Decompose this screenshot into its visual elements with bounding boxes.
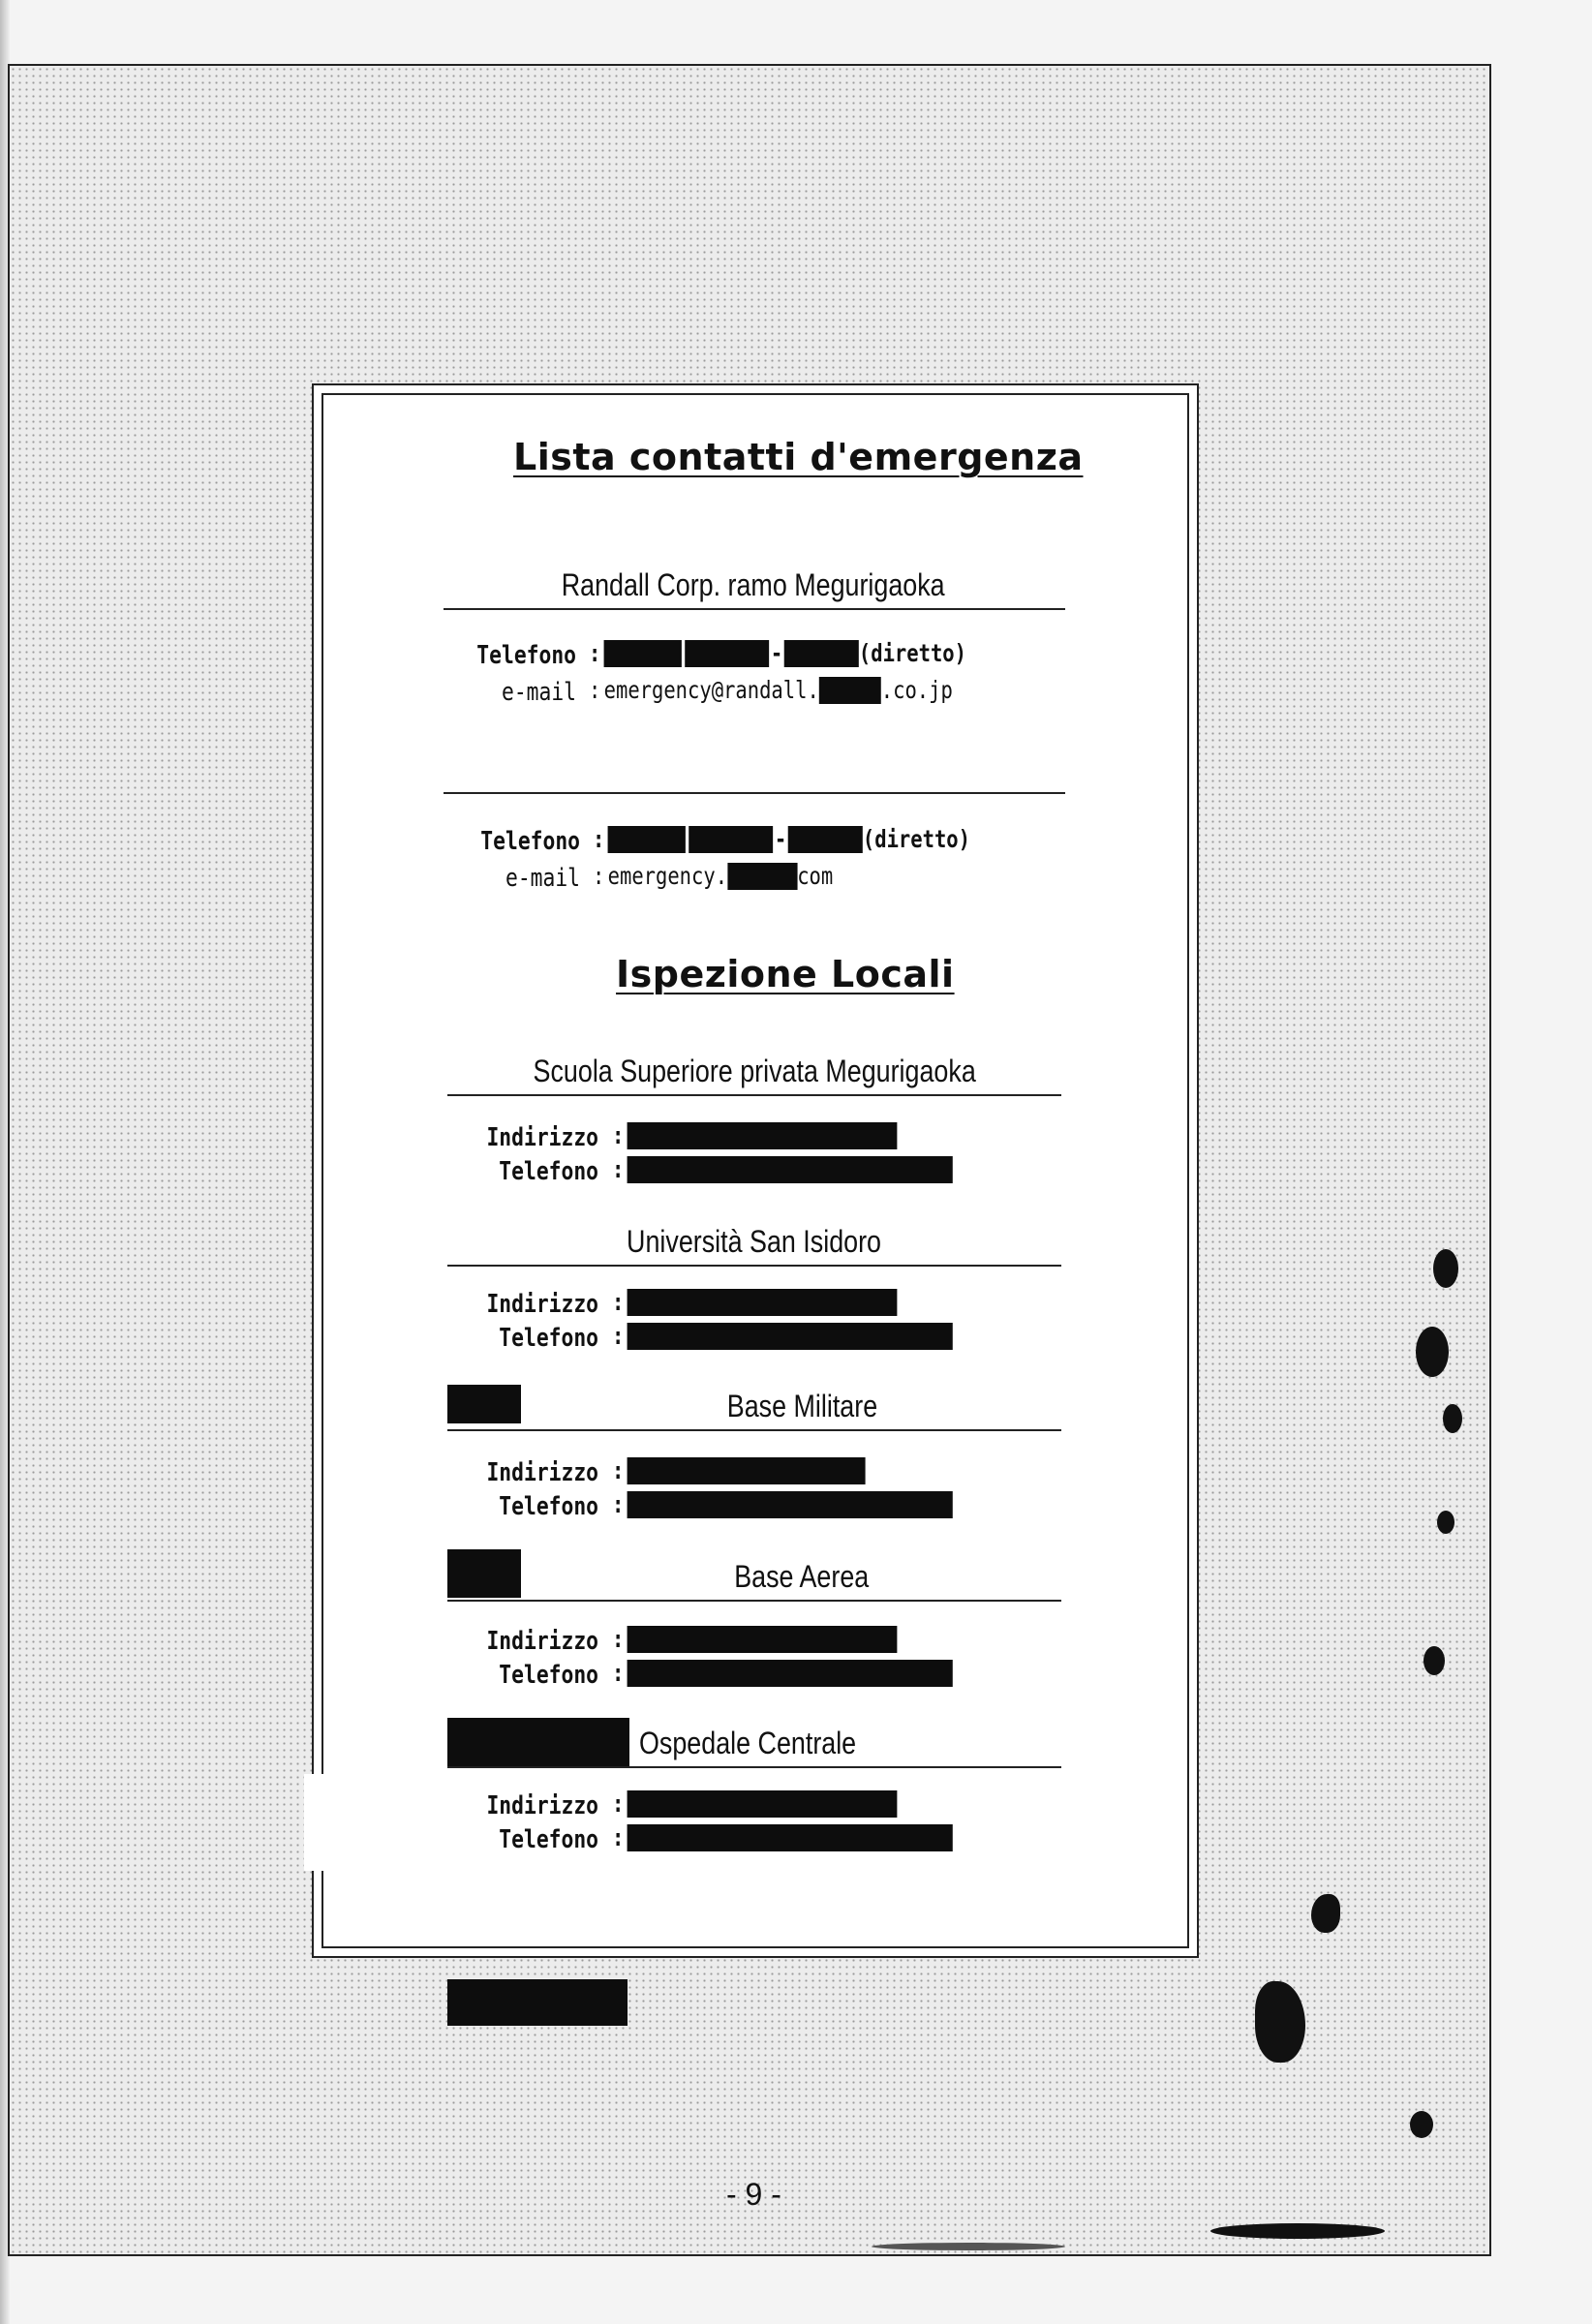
email-label: e-mail	[505, 864, 580, 893]
redacted-email-part	[819, 677, 881, 704]
email-value	[593, 862, 833, 890]
phone-label: Telefono	[476, 641, 576, 670]
address-value	[612, 1288, 897, 1316]
colon: :	[612, 1625, 625, 1653]
address-label: Indirizzo	[486, 1791, 598, 1820]
phone-label: Telefono	[499, 1324, 598, 1353]
redacted-email-part	[727, 863, 797, 890]
company-name: Randall Corp. ramo Megurigaoka	[562, 567, 945, 602]
redacted-address	[628, 1626, 898, 1653]
email-label: e-mail	[501, 678, 576, 707]
redacted-phone	[628, 1156, 953, 1183]
site-rule	[447, 1094, 1061, 1096]
address-label: Indirizzo	[486, 1290, 598, 1319]
redacted-site-prefix	[447, 1385, 521, 1423]
company-name-wrap	[444, 567, 1063, 603]
company-rule	[444, 608, 1065, 610]
redacted-site-prefix	[447, 1718, 629, 1768]
phone-value: : - (diretto)	[593, 825, 970, 853]
colon: :	[593, 825, 605, 853]
address-label: Indirizzo	[486, 1458, 598, 1487]
redacted-address	[628, 1457, 866, 1484]
site-name: Base Militare	[726, 1389, 877, 1423]
colon: :	[612, 1490, 625, 1518]
email-suffix: com	[797, 862, 834, 890]
redacted-address	[628, 1122, 898, 1149]
redacted-phone	[628, 1660, 953, 1687]
redacted-phone	[628, 1491, 953, 1518]
redacted-phone-part	[685, 640, 769, 667]
site-name: Ospedale Centrale	[639, 1726, 857, 1760]
redacted-phone-part	[689, 826, 773, 853]
phone-label: Telefono	[499, 1661, 598, 1690]
colon: :	[612, 1456, 625, 1484]
phone-value	[612, 1823, 953, 1851]
colon: :	[612, 1789, 625, 1818]
redacted-phone-part	[784, 640, 859, 667]
address-value	[612, 1625, 897, 1653]
address-value	[612, 1121, 897, 1149]
inspection-title: Ispezione Locali	[616, 953, 955, 995]
redacted-phone-part	[604, 640, 682, 667]
colon: :	[612, 1155, 625, 1183]
redacted-stamp	[447, 1979, 628, 2026]
colon: :	[589, 676, 601, 704]
colon: :	[612, 1823, 625, 1851]
site-name: Scuola Superiore privata Megurigaoka	[533, 1054, 976, 1088]
phone-label: Telefono	[499, 1492, 598, 1521]
colon: :	[612, 1288, 625, 1316]
redacted-phone-part	[788, 826, 863, 853]
site-name: Università San Isidoro	[627, 1224, 882, 1259]
email-suffix: .co.jp	[880, 676, 953, 704]
redacted-phone-part	[608, 826, 686, 853]
colon: :	[612, 1322, 625, 1350]
border-gap	[304, 1774, 343, 1871]
address-label: Indirizzo	[486, 1627, 598, 1656]
email-prefix: emergency@randall.	[603, 676, 819, 704]
phone-value	[612, 1659, 953, 1687]
phone-value: : - (diretto)	[589, 639, 966, 667]
phone-value	[612, 1490, 953, 1518]
page-number: - 9 -	[726, 2177, 781, 2212]
address-label: Indirizzo	[486, 1123, 598, 1152]
site-name-wrap	[447, 1054, 1061, 1089]
redacted-address	[628, 1790, 898, 1818]
site-name-wrap	[542, 1389, 1061, 1424]
redacted-phone	[628, 1824, 953, 1851]
email-prefix: emergency.	[607, 862, 728, 890]
site-rule	[447, 1429, 1061, 1431]
colon: :	[612, 1659, 625, 1687]
phone-suffix: (diretto)	[858, 639, 966, 667]
section-rule	[444, 792, 1065, 794]
site-rule	[447, 1265, 1061, 1267]
phone-value	[612, 1155, 953, 1183]
phone-value	[612, 1322, 953, 1350]
phone-label: Telefono	[499, 1825, 598, 1854]
emergency-title: Lista contatti d'emergenza	[513, 436, 1084, 478]
phone-suffix: (diretto)	[862, 825, 970, 853]
site-rule	[447, 1766, 1061, 1768]
redacted-phone	[628, 1323, 953, 1350]
redacted-site-prefix	[447, 1549, 521, 1598]
site-name-wrap	[542, 1559, 1061, 1595]
address-value	[612, 1789, 897, 1818]
site-name-wrap	[639, 1726, 891, 1761]
colon: :	[589, 639, 601, 667]
address-value	[612, 1456, 866, 1484]
site-rule	[447, 1600, 1061, 1602]
site-name-wrap	[447, 1224, 1061, 1260]
phone-label: Telefono	[480, 827, 580, 856]
phone-label: Telefono	[499, 1157, 598, 1186]
email-value	[589, 676, 953, 704]
site-name: Base Aerea	[734, 1559, 870, 1594]
redacted-address	[628, 1289, 898, 1316]
colon: :	[593, 862, 605, 890]
colon: :	[612, 1121, 625, 1149]
